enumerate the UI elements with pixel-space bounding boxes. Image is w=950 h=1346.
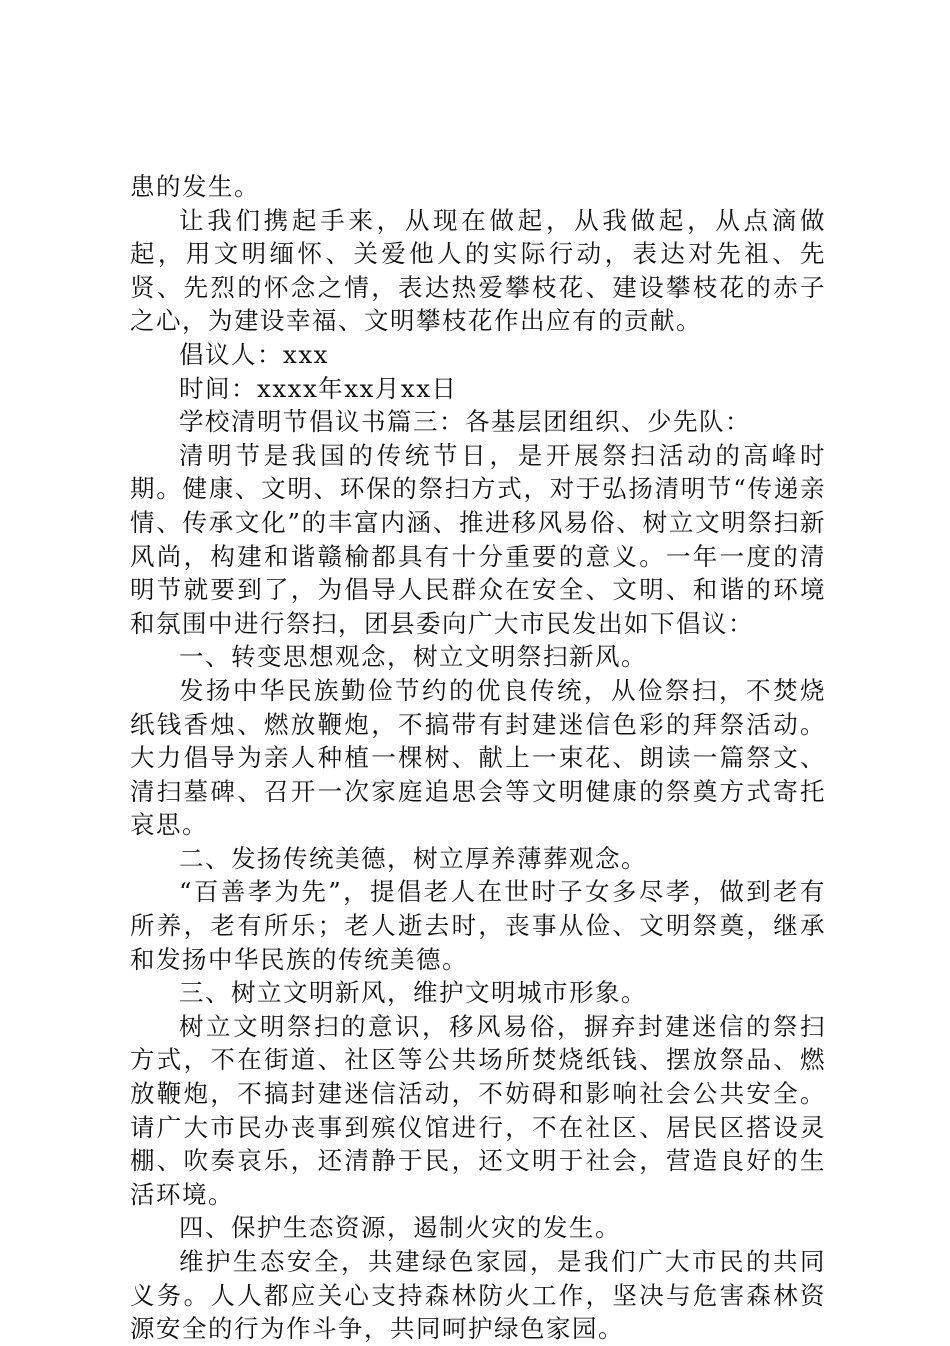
paragraph-body-4: 维护生态安全，共建绿色家园，是我们广大市民的共同义务。人人都应关心支持森林防火工作，坚决与危害森林资源安全的行为作斗争，共同呵护绿色家园。: [130, 1247, 826, 1344]
paragraph-call-to-action: 让我们携起手来，从现在做起，从我做起，从点滴做起，用文明缅怀、关爱他人的实际行动，表达对先祖、先贤、先烈的怀念之情，表达热爱攀枝花、建设攀枝花的赤子之心，为建设幸福、文明攀枝花作出应有的贡献。: [130, 205, 826, 336]
paragraph-section-title: 学校清明节倡议书篇三：各基层团组织、少先队：: [179, 407, 751, 437]
paragraph-heading-1: 一、转变思想观念，树立文明祭扫新风。: [179, 642, 647, 672]
paragraph-body-1: 发扬中华民族勤俭节约的优良传统，从俭祭扫，不焚烧纸钱香烛、燃放鞭炮，不搞带有封建迷信色彩的拜祭活动。大力倡导为亲人种植一棵树、献上一束花、朗读一篇祭文、清扫墓碑、召开一次家庭追思会等文明健康的祭奠方式寄托哀思。: [130, 675, 826, 840]
paragraph-initiator: 倡议人：xxx: [179, 339, 329, 369]
paragraph-body-3: 树立文明祭扫的意识，移风易俗，摒弃封建迷信的祭扫方式，不在街道、社区等公共场所焚烧纸钱、摆放祭品、燃放鞭炮，不搞封建迷信活动，不妨碍和影响社会公共安全。请广大市民办丧事到殡仪馆进行，不在社区、居民区搭设灵棚、吹奏哀乐，还清静于民，还文明于社会，营造良好的生活环境。: [130, 1011, 826, 1209]
paragraph-continuation: 患的发生。: [130, 172, 260, 201]
paragraph-date: 时间：xxxx年xx月xx日: [179, 373, 458, 403]
paragraph-heading-4: 四、保护生态资源，遏制火灾的发生。: [179, 1213, 621, 1243]
paragraph-heading-2: 二、发扬传统美德，树立厚养薄葬观念。: [179, 843, 647, 873]
paragraph-heading-3: 三、树立文明新风，维护文明城市形象。: [179, 978, 647, 1008]
document-body: [130, 170, 826, 1346]
paragraph-intro: 清明节是我国的传统节日，是开展祭扫活动的高峰时期。健康、文明、环保的祭扫方式，对于弘扬清明节“传递亲情、传承文化”的丰富内涵、推进移风易俗、树立文明祭扫新风尚，构建和谐赣榆都具有十分重要的意义。一年一度的清明节就要到了，为倡导人民群众在安全、文明、和谐的环境和氛围中进行祭扫，团县委向广大市民发出如下倡议：: [130, 440, 826, 638]
paragraph-body-2: “百善孝为先”，提倡老人在世时子女多尽孝，做到老有所养，老有所乐；老人逝去时，丧事从俭、文明祭奠，继承和发扬中华民族的传统美德。: [130, 877, 826, 974]
